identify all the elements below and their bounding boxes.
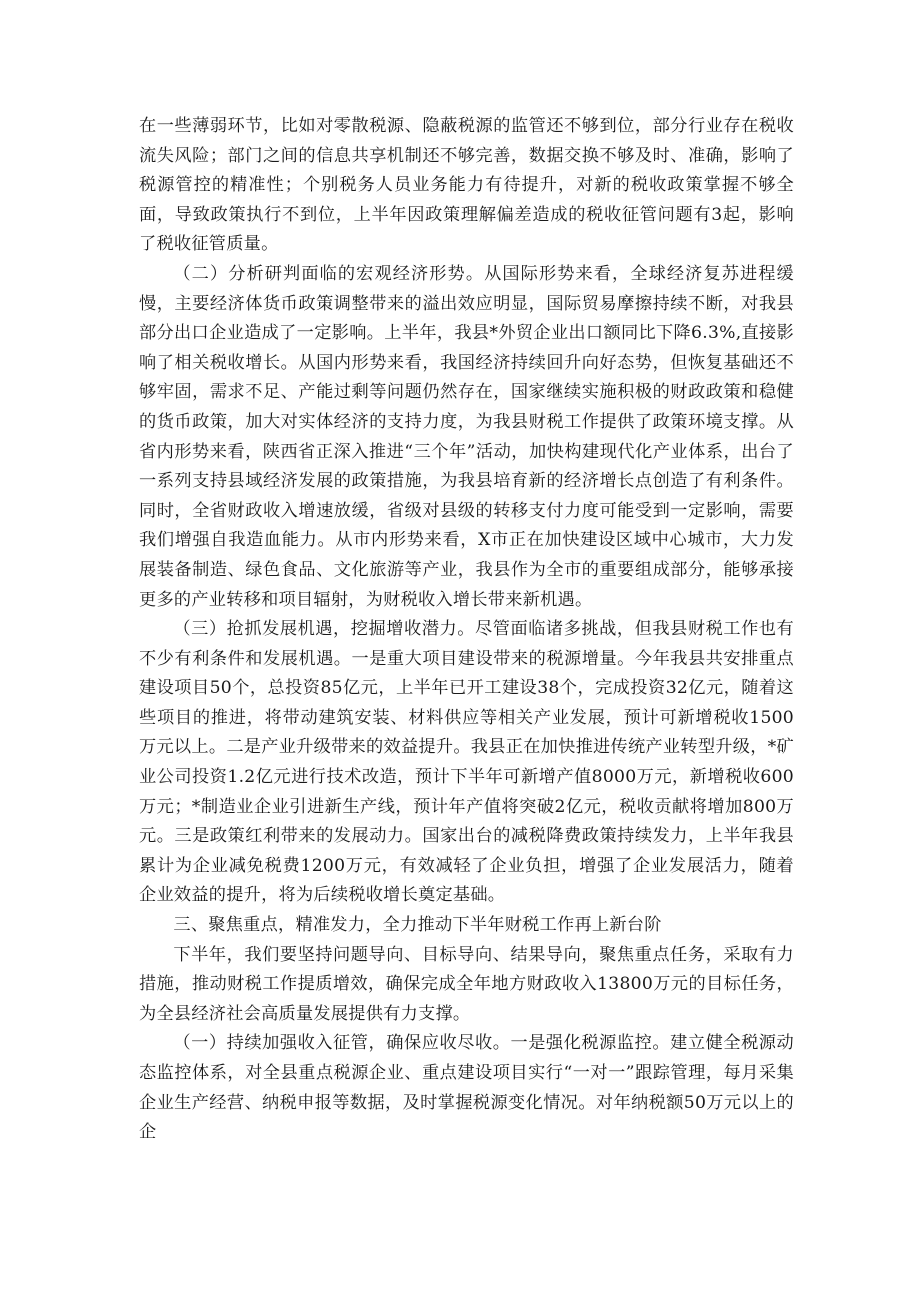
section-heading-three: 三、聚焦重点，精准发力，全力推动下半年财税工作再上新台阶 — [173, 915, 662, 936]
document-page — [139, 112, 794, 1148]
paragraph-opportunities: （三）抢抓发展机遇，挖掘增收潜力。尽管面临诸多挑战，但我县财税工作也有不少有利条件和发展机遇。一是重大项目建设带来的税源增量。今年我县共安排重点建设项目50个，总投资85亿元，上半年已开工建设38个，完成投资32亿元，随着这些项目的推进，将带动建筑安装、材料供应等相关产业发展，预计可新增税收1500万元以上。二是产业升级带来的效益提升。我县正在加快推进传统产业转型升级，*矿业公司投资1.2亿元进行技术改造，预计下半年可新增产值8000万元，新增税收600万元；*制造业企业引进新生产线，预计年产值将突破2亿元，税收贡献将增加800万元。三是政策红利带来的发展动力。国家出台的减税降费政策持续发力，上半年我县累计为企业减免税费1200万元，有效减轻了企业负担，增强了企业发展活力，随着企业效益的提升，将为后续税收增长奠定基础。 — [139, 619, 794, 906]
paragraph-macro-economy: （二）分析研判面临的宏观经济形势。从国际形势来看，全球经济复苏进程缓慢，主要经济体货币政策调整带来的溢出效应明显，国际贸易摩擦持续不断，对我县部分出口企业造成了一定影响。上半年，我县*外贸企业出口额同比下降6.3%,直接影响了相关税收增长。从国内形势来看，我国经济持续回升向好态势，但恢复基础还不够牢固，需求不足、产能过剩等问题仍然存在，国家继续实施积极的财政政策和稳健的货币政策，加大对实体经济的支持力度，为我县财税工作提供了政策环境支撑。从省内形势来看，陕西省正深入推进“三个年”活动，加快构建现代化产业体系，出台了一系列支持县域经济发展的政策措施，为我县培育新的经济增长点创造了有利条件。同时，全省财政收入增速放缓，省级对县级的转移支付力度可能受到一定影响，需要我们增强自我造血能力。从市内形势来看，X市正在加快建设区域中心城市，大力发展装备制造、绿色食品、文化旅游等产业，我县作为全市的重要组成部分，能够承接更多的产业转移和项目辐射，为财税收入增长带来新机遇。 — [139, 263, 794, 610]
paragraph-second-half-goals: 下半年，我们要坚持问题导向、目标导向、结果导向，聚焦重点任务，采取有力措施，推动财税工作提质增效，确保完成全年地方财政收入13800万元的目标任务，为全县经济社会高质量发展提供有力支撑。 — [139, 944, 794, 1024]
paragraph-revenue-collection: （一）持续加强收入征管，确保应收尽收。一是强化税源监控。建立健全税源动态监控体系，对全县重点税源企业、重点建设项目实行“一对一”跟踪管理，每月采集企业生产经营、纳税申报等数据，及时掌握税源变化情况。对年纳税额50万元以上的企 — [139, 1033, 794, 1143]
paragraph-tax-weaknesses: 在一些薄弱环节，比如对零散税源、隐蔽税源的监管还不够到位，部分行业存在税收流失风险；部门之间的信息共享机制还不够完善，数据交换不够及时、准确，影响了税源管控的精准性；个别税务人员业务能力有待提升，对新的税收政策掌握不够全面，导致政策执行不到位，上半年因政策理解偏差造成的税收征管问题有3起，影响了税收征管质量。 — [139, 116, 794, 255]
